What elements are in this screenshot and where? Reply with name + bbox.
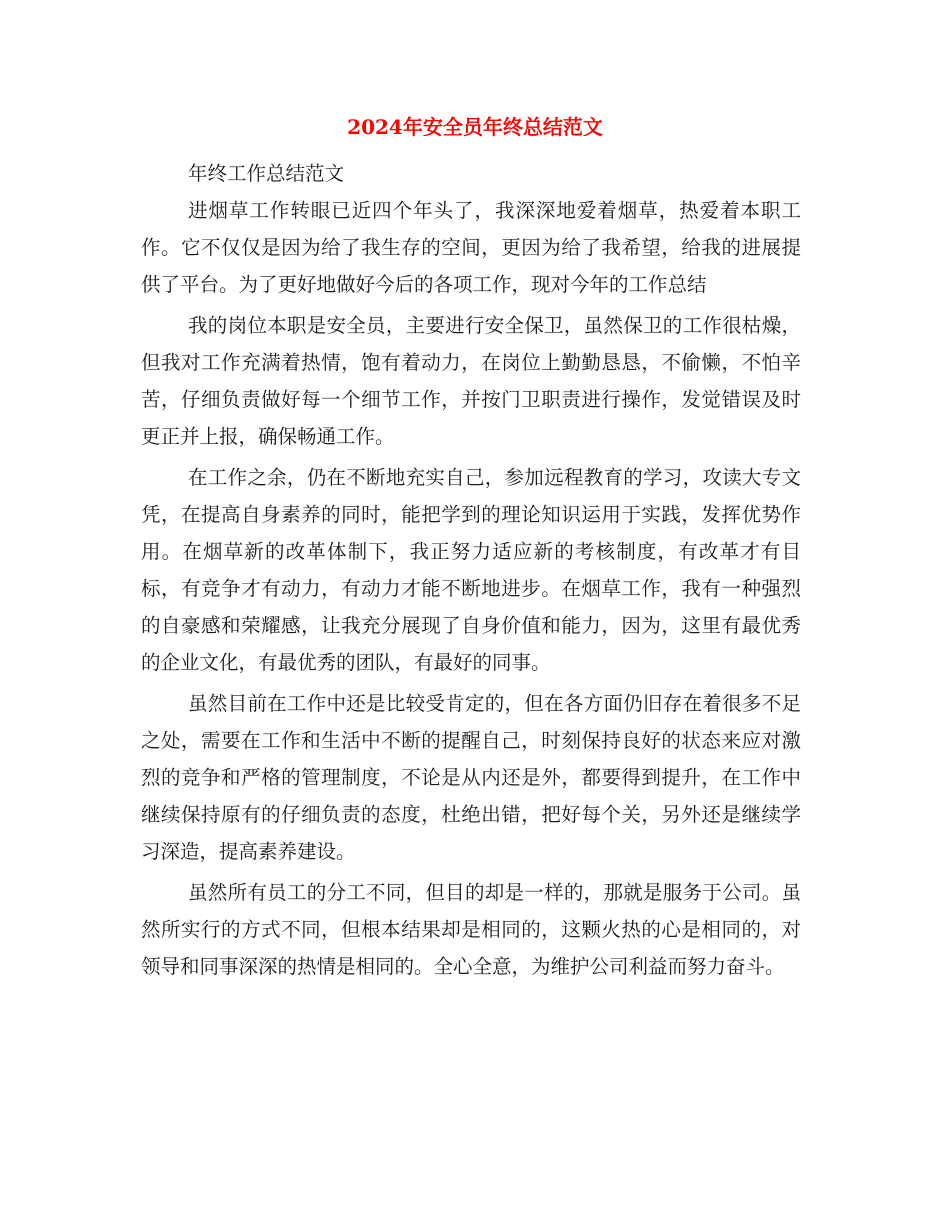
paragraph-4: 虽然目前在工作中还是比较受肯定的，但在各方面仍旧存在着很多不足之处，需要在工作和生活中不断的提醒自己，时刻保持良好的状态来应对激烈的竞争和严格的管理制度，不论是从内还是外，都要得到提升，在工作中继续保持原有的仔细负责的态度，杜绝出错，把好每个关，另外还是继续学习深造，提高素养建设。 <box>141 692 801 863</box>
document-body <box>141 155 801 989</box>
document-subtitle: 年终工作总结范文 <box>188 162 345 185</box>
paragraph-2: 我的岗位本职是安全员，主要进行安全保卫，虽然保卫的工作很枯燥，但我对工作充满着热情，饱有着动力，在岗位上勤勤恳恳，不偷懒，不怕辛苦，仔细负责做好每一个细节工作，并按门卫职责进行操作，发觉错误及时更正并上报，确保畅通工作。 <box>141 314 801 448</box>
paragraph-3: 在工作之余，仍在不断地充实自己，参加远程教育的学习，攻读大专文凭，在提高自身素养的同时，能把学到的理论知识运用于实践，发挥优势作用。在烟草新的改革体制下，我正努力适应新的考核制度，有改革才有目标，有竞争才有动力，有动力才能不断地进步。在烟草工作，我有一种强烈的自豪感和荣耀感，让我充分展现了自身价值和能力，因为，这里有最优秀的企业文化，有最优秀的团队，有最好的同事。 <box>141 466 801 674</box>
document-title: 2024年安全员年终总结范文 <box>347 115 603 139</box>
paragraph-5: 虽然所有员工的分工不同，但目的却是一样的，那就是服务于公司。虽然所实行的方式不同，但根本结果却是相同的，这颗火热的心是相同的，对领导和同事深深的热情是相同的。全心全意，为维护公司利益而努力奋斗。 <box>141 881 801 978</box>
paragraph-1: 进烟草工作转眼已近四个年头了，我深深地爱着烟草，热爱着本职工作。它不仅仅是因为给了我生存的空间，更因为给了我希望，给我的进展提供了平台。为了更好地做好今后的各项工作，现对今年的工作总结 <box>141 199 801 296</box>
